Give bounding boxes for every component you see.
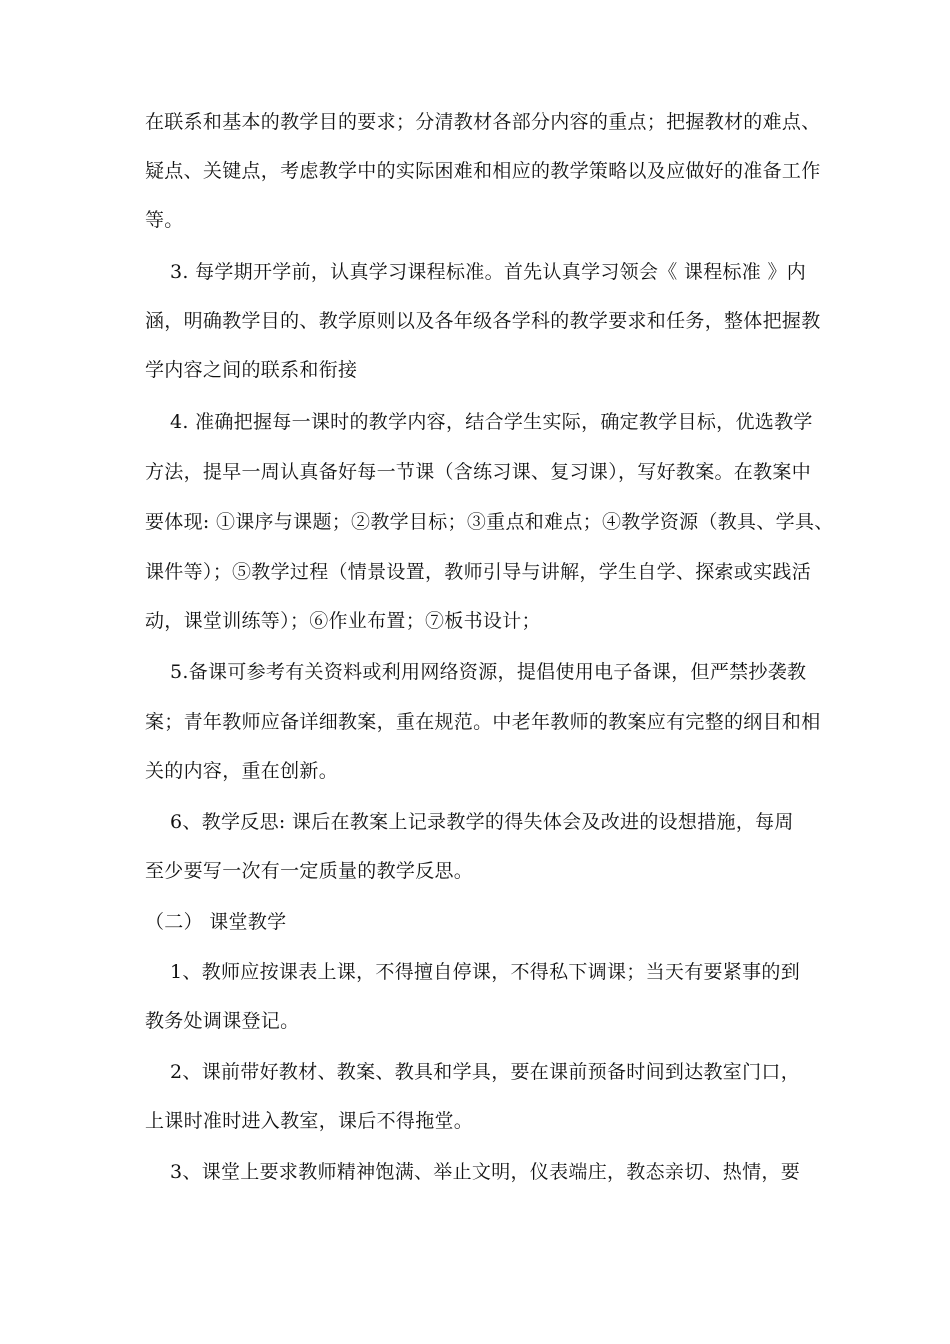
text-line: 学内容之间的联系和衔接 [145, 359, 358, 381]
text-line: 至少要写一次有一定质量的教学反思。 [145, 860, 474, 882]
text-line: 在联系和基本的教学目的要求；分清教材各部分内容的重点；把握教材的难点、 [145, 111, 821, 133]
text-line: 等。 [145, 209, 184, 231]
text-line: 疑点、关键点，考虑教学中的实际困难和相应的教学策略以及应做好的准备工作 [145, 160, 821, 182]
text-line: 上课时准时进入教室，课后不得拖堂。 [145, 1110, 474, 1132]
text-line: 动，课堂训练等）；⑥作业布置；⑦板书设计； [145, 610, 541, 632]
text-line: 方法，提早一周认真备好每一节课（含练习课、复习课），写好教案。在教案中 [145, 461, 812, 483]
text-line: 5.备课可参考有关资料或利用网络资源，提倡使用电子备课，但严禁抄袭教 [170, 661, 807, 683]
text-line: 要体现: ①课序与课题；②教学目标；③重点和难点；④教学资源（教具、学具、 [145, 511, 834, 533]
text-line: 涵，明确教学目的、教学原则以及各年级各学科的教学要求和任务，整体把握教 [145, 310, 821, 332]
section-heading: （二） 课堂教学 [145, 911, 287, 933]
text-line: 3、课堂上要求教师精神饱满、举止文明，仪表端庄，教态亲切、热情，要 [170, 1161, 800, 1183]
text-line: 关的内容，重在创新。 [145, 760, 339, 782]
text-line: 案；青年教师应备详细教案，重在规范。中老年教师的教案应有完整的纲目和相 [145, 711, 821, 733]
text-line: 教务处调课登记。 [145, 1010, 300, 1032]
text-line: 4. 准确把握每一课时的教学内容，结合学生实际，确定教学目标，优选教学 [170, 411, 813, 433]
text-line: 6、教学反思: 课后在教案上记录教学的得失体会及改进的设想措施，每周 [170, 811, 794, 833]
text-line: 1、教师应按课表上课，不得擅自停课，不得私下调课；当天有要紧事的到 [170, 961, 800, 983]
text-line: 3. 每学期开学前，认真学习课程标准。首先认真学习领会《 课程标准 》内 [170, 261, 807, 283]
text-line: 课件等）；⑤教学过程（情景设置，教师引导与讲解，学生自学、探索或实践活 [145, 561, 812, 583]
text-line: 2、课前带好教材、教案、教具和学具，要在课前预备时间到达教室门口， [170, 1061, 800, 1083]
